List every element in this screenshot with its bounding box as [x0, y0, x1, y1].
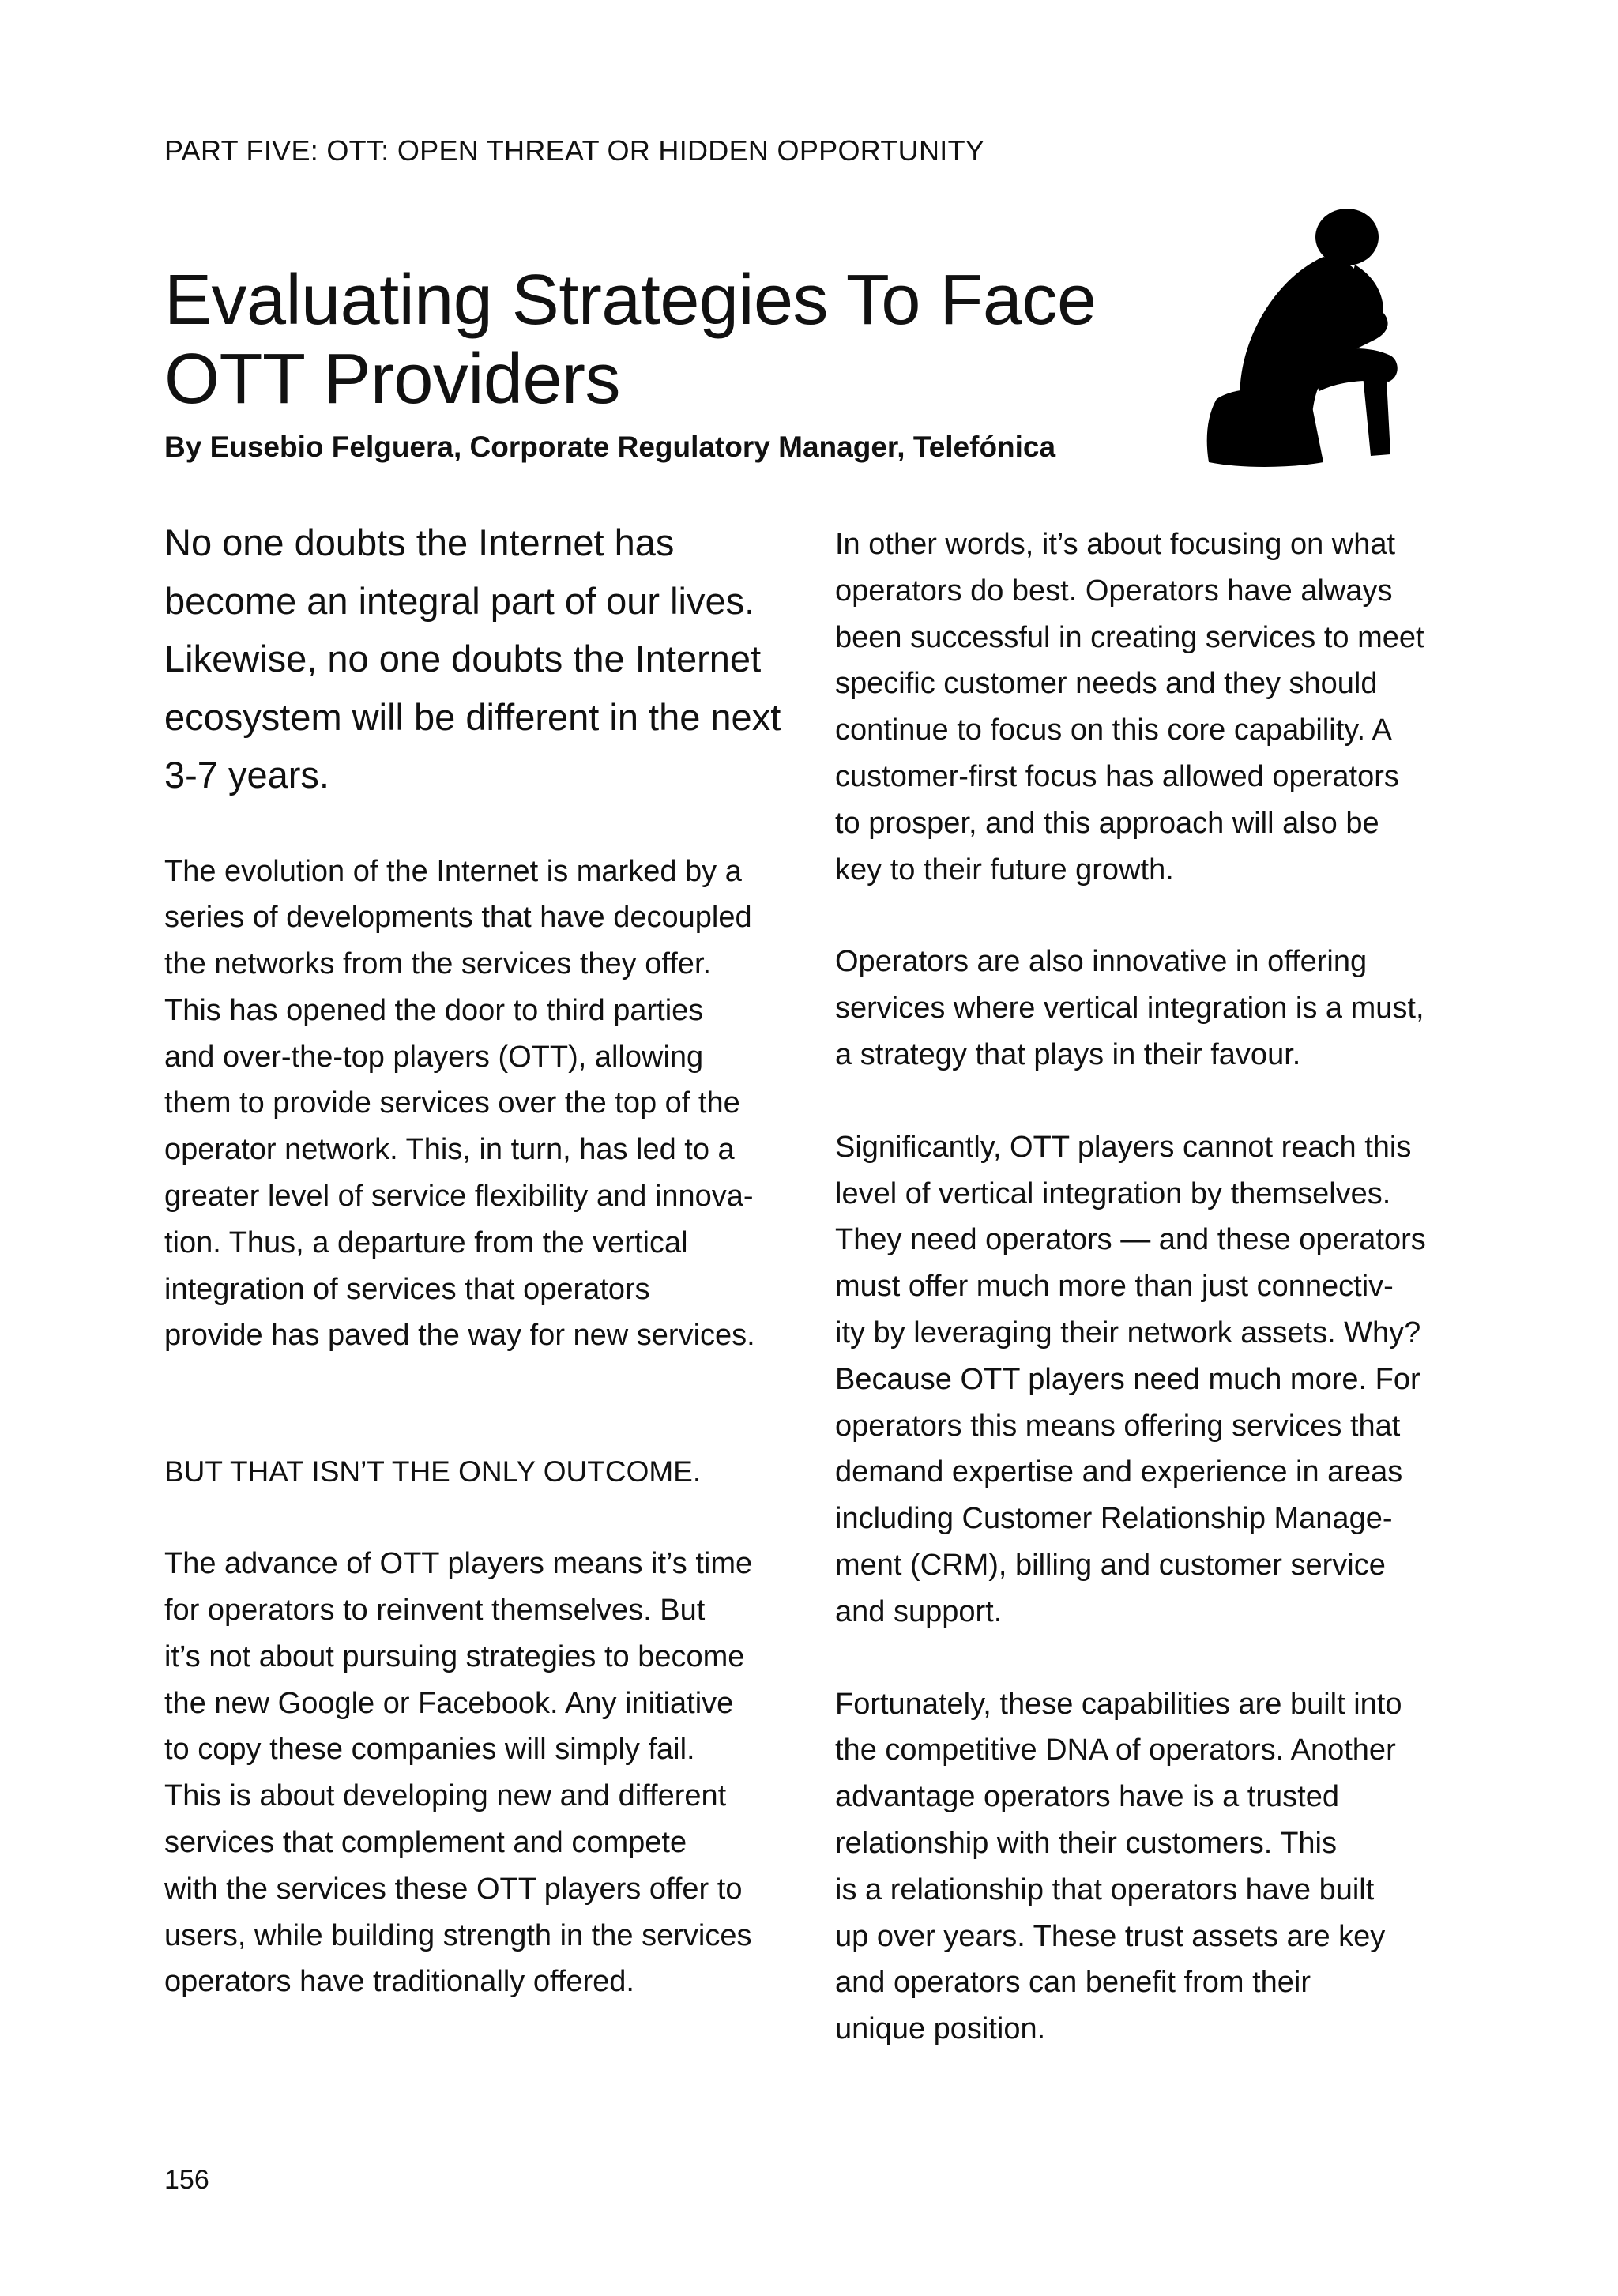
section-label: PART FIVE: OTT: OPEN THREAT OR HIDDEN OPPORTUNITY — [164, 134, 985, 167]
byline: By Eusebio Felguera, Corporate Regulatory Manager, Telefónica — [164, 431, 1056, 463]
thinker-silhouette-icon — [1193, 201, 1410, 470]
title-line-1: Evaluating Strategies To Face — [164, 261, 1097, 340]
left-paragraph-1: The evolution of the Internet is marked by a series of developments that have decoupled the networks from the services they offer. This has opened the door to third parties and over-the-top players (OTT), allowing them to provide services over the top of the operator network. This, in turn, has led to a greater level of service flexibility and innova- tion. Thus, a departure from the vertical integration of services that operators provide has paved the way for new services. — [164, 854, 755, 1353]
left-paragraph-2: The advance of OTT players means it’s time for operators to reinvent themselves. But it’s not about pursuing strategies to become the new Google or Facebook. Any initiative to copy these companies will simply fail. This is about developing new and different services that complement and compete with the services these OTT players offer to users, while building strength in the services operators have traditionally offered. — [164, 1547, 753, 1999]
title-line-2: OTT Providers — [164, 340, 620, 419]
page-title — [164, 261, 1152, 419]
left-column — [164, 514, 796, 2005]
section-subheading: BUT THAT ISN’T THE ONLY OUTCOME. — [164, 1455, 702, 1489]
right-paragraph-2: Operators are also innovative in offering services where vertical integration is a must, a strategy that plays in their favour. — [835, 945, 1424, 1071]
right-paragraph-1: In other words, it’s about focusing on what operators do best. Operators have always been successful in creating services to meet specific customer needs and they should continue to focus on this core capability. A customer-first focus has allowed operators to prosper, and this approach will also be key to their future growth. — [835, 528, 1424, 886]
right-paragraph-3: Significantly, OTT players cannot reach this level of vertical integration by themselves. They need operators — and these operators must offer much more than just connectiv- ity by leveraging their network assets. Why? Because OTT players need much more. For operators this means offering services that demand expertise and experience in areas including Customer Relationship Manage- ment (CRM), billing and customer service and support. — [835, 1130, 1426, 1628]
right-column — [835, 521, 1467, 2053]
lead-paragraph: No one doubts the Internet has become an integral part of our lives. Likewise, no one doubts the Internet ecosystem will be different in the next 3-7 years. — [164, 521, 781, 796]
page-number: 156 — [164, 2165, 209, 2195]
right-paragraph-4: Fortunately, these capabilities are built into the competitive DNA of operators. Another advantage operators have is a trusted relationship with their customers. This is a relationship that operators have built up over years. These trust assets are key and operators can benefit from their unique position. — [835, 1687, 1402, 2046]
